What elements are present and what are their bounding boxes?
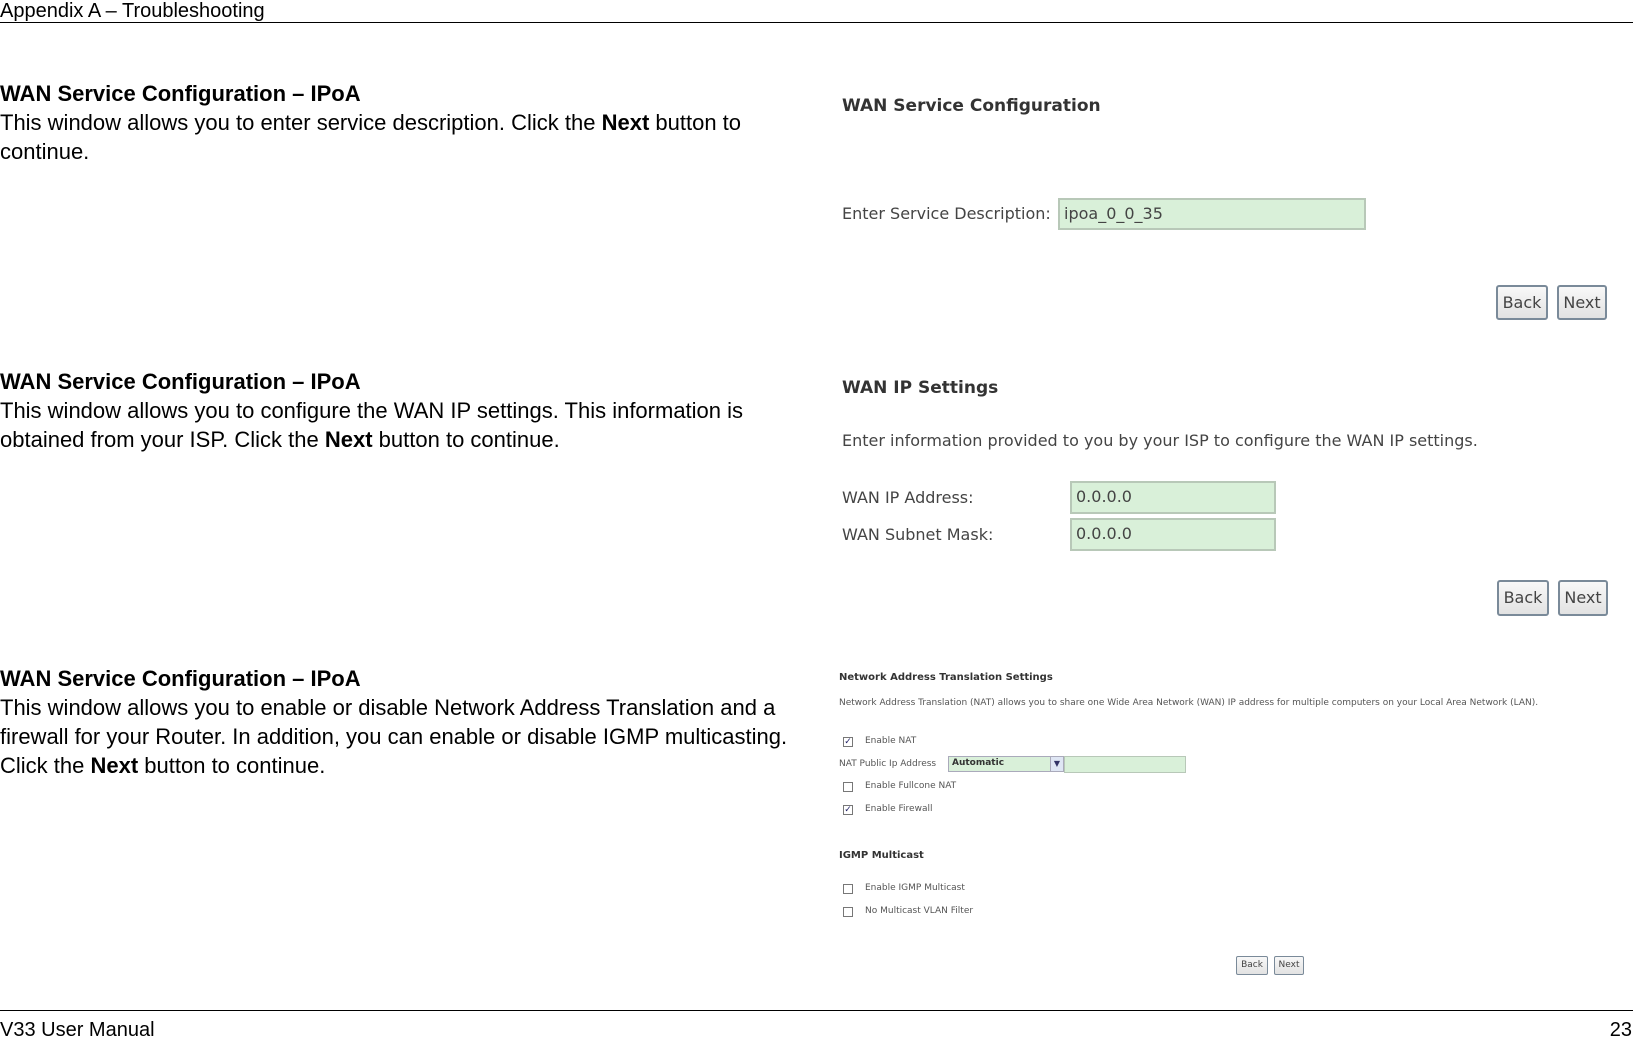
enable-firewall-checkbox[interactable]: ✓ [844,805,852,815]
nat-public-ip-label: NAT Public Ip Address [839,759,937,769]
screen-title: WAN Service Configuration [842,96,1101,116]
wan-ip-address-input[interactable]: 0.0.0.0 [1070,481,1276,514]
page-header [0,0,1633,23]
screen-title: WAN IP Settings [842,378,999,398]
screenshot-nat-settings [838,668,1628,988]
enable-nat-checkbox[interactable]: ✓ [844,737,852,747]
service-description-input[interactable]: ipoa_0_0_35 [1058,198,1366,230]
screen-title: Network Address Translation Settings [839,672,1053,683]
next-button[interactable]: Next [1557,285,1607,320]
section-service-description [0,80,820,166]
footer-manual-name: V33 User Manual [0,1019,155,1041]
back-button[interactable]: Back [1497,580,1549,616]
enable-igmp-multicast-label: Enable IGMP Multicast [865,883,965,893]
section-text: This window allows you to configure the WAN IP settings. This information is obtained from your ISP. Click the Next button to continue. [0,398,744,452]
enable-fullcone-nat-label: Enable Fullcone NAT [865,781,957,791]
screen-intro: Network Address Translation (NAT) allows you to share one Wide Area Network (WAN) IP address for multiple computers on your Local Area Network (LAN). [839,698,1539,708]
screenshot-service-description [838,88,1618,328]
header-title: Appendix A – Troubleshooting [0,0,265,22]
back-button[interactable]: Back [1496,285,1548,320]
screenshot-wan-ip-settings [838,372,1618,622]
section-text: This window allows you to enable or disable Network Address Translation and a firewall for your Router. In addition, you can enable or disable IGMP multicasting. Click the Next button to continue. [0,695,788,778]
section-wan-ip-settings [0,368,820,454]
screen-intro: Enter information provided to you by your ISP to configure the WAN IP settings. [842,431,1478,450]
wan-subnet-mask-input[interactable]: 0.0.0.0 [1070,518,1276,551]
next-button[interactable]: Next [1274,956,1304,975]
enable-nat-label: Enable NAT [865,736,917,746]
nat-public-ip-input[interactable] [1064,756,1186,773]
wan-subnet-mask-label: WAN Subnet Mask: [842,525,994,544]
chevron-down-icon: ▼ [1050,757,1063,771]
enable-firewall-label: Enable Firewall [865,804,933,814]
back-button[interactable]: Back [1236,956,1268,975]
igmp-multicast-title: IGMP Multicast [839,850,924,861]
wan-ip-address-label: WAN IP Address: [842,488,974,507]
no-multicast-vlan-filter-checkbox[interactable] [843,907,853,917]
footer-page-number: 23 [1609,1019,1632,1041]
section-heading: WAN Service Configuration – IPoA [0,666,361,691]
section-nat-settings [0,665,820,780]
footer-divider [0,1010,1633,1011]
enable-igmp-multicast-checkbox[interactable] [843,884,853,894]
next-button[interactable]: Next [1558,580,1608,616]
section-heading: WAN Service Configuration – IPoA [0,81,361,106]
section-heading: WAN Service Configuration – IPoA [0,369,361,394]
nat-public-ip-select-value: Automatic [952,758,1005,768]
enable-fullcone-nat-checkbox[interactable] [843,782,853,792]
no-multicast-vlan-filter-label: No Multicast VLAN Filter [865,906,974,916]
service-description-label: Enter Service Description: [842,204,1051,223]
nat-public-ip-select[interactable] [948,756,1064,772]
section-text: This window allows you to enter service description. Click the Next button to continue. [0,110,742,164]
